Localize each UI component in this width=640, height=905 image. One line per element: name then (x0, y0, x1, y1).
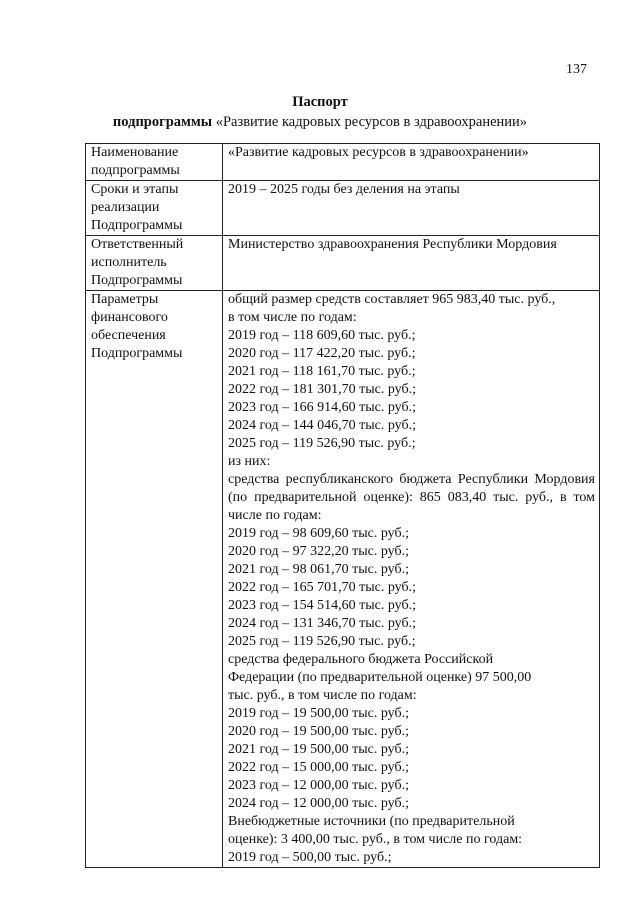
value-line: Министерство здравоохранения Республики Мордовия (228, 237, 557, 252)
value-line: тыс. руб., в том числе по годам: (228, 688, 417, 703)
value-line: 2019 год – 500,00 тыс. руб.; (228, 850, 392, 865)
label-line: подпрограммы (91, 163, 180, 178)
value-line: 2025 год – 119 526,90 тыс. руб.; (228, 634, 416, 649)
label-line: Ответственный (91, 237, 184, 252)
value-line: 2025 год – 119 526,90 тыс. руб.; (228, 436, 416, 451)
table-row-name (86, 144, 600, 181)
page-number: 137 (566, 62, 587, 77)
value-line: оценке): 3 400,00 тыс. руб., в том числе по годам: (228, 832, 523, 847)
label-line: Сроки и этапы (91, 182, 179, 197)
value-line: в том числе по годам: (228, 310, 357, 325)
row-value (223, 291, 600, 868)
value-line: 2019 год – 118 609,60 тыс. руб.; (228, 328, 416, 343)
value-line: 2019 – 2025 годы без деления на этапы (228, 182, 460, 197)
label-line: Параметры (91, 292, 159, 307)
table-row-executor (86, 236, 600, 291)
label-line: Наименование (91, 145, 179, 160)
document-subtitle (0, 114, 640, 131)
value-line: 2020 год – 19 500,00 тыс. руб.; (228, 724, 409, 739)
value-line: Внебюджетные источники (по предварительной (228, 814, 515, 829)
value-line: 2024 год – 144 046,70 тыс. руб.; (228, 418, 416, 433)
value-line: 2021 год – 118 161,70 тыс. руб.; (228, 364, 416, 379)
table-row-terms (86, 181, 600, 236)
value-line: 2022 год – 15 000,00 тыс. руб.; (228, 760, 409, 775)
value-line: 2024 год – 12 000,00 тыс. руб.; (228, 796, 409, 811)
table-row-financing (86, 291, 600, 868)
value-line: 2024 год – 131 346,70 тыс. руб.; (228, 616, 416, 631)
value-line: общий размер средств составляет 965 983,40 тыс. руб., (228, 292, 556, 307)
label-line: Подпрограммы (91, 346, 183, 361)
value-line: «Развитие кадровых ресурсов в здравоохранении» (228, 145, 529, 160)
value-line: 2020 год – 97 322,20 тыс. руб.; (228, 544, 409, 559)
label-line: финансового (91, 310, 168, 325)
value-line: 2021 год – 98 061,70 тыс. руб.; (228, 562, 409, 577)
row-label (86, 236, 223, 291)
value-line: 2023 год – 166 914,60 тыс. руб.; (228, 400, 416, 415)
value-line: средства федерального бюджета Российской (228, 652, 494, 667)
value-line: 2021 год – 19 500,00 тыс. руб.; (228, 742, 409, 757)
label-line: исполнитель (91, 255, 167, 270)
passport-table (85, 143, 600, 868)
value-line: Федерации (по предварительной оценке) 97 500,00 (228, 670, 532, 685)
subtitle-bold: подпрограммы (112, 114, 213, 130)
row-value (223, 236, 600, 291)
value-line: из них: (228, 454, 271, 469)
document-title: Паспорт (292, 94, 348, 110)
value-line: 2022 год – 165 701,70 тыс. руб.; (228, 580, 416, 595)
label-line: Подпрограммы (91, 218, 183, 233)
value-line: 2023 год – 12 000,00 тыс. руб.; (228, 778, 409, 793)
value-line: 2019 год – 98 609,60 тыс. руб.; (228, 526, 409, 541)
row-value (223, 181, 600, 236)
label-line: обеспечения (91, 328, 166, 343)
value-line: 2023 год – 154 514,60 тыс. руб.; (228, 598, 416, 613)
value-line: 2019 год – 19 500,00 тыс. руб.; (228, 706, 409, 721)
row-label (86, 144, 223, 181)
label-line: реализации (91, 200, 160, 215)
value-line: 2022 год – 181 301,70 тыс. руб.; (228, 382, 416, 397)
row-label (86, 181, 223, 236)
label-line: Подпрограммы (91, 273, 183, 288)
value-paragraph: средства республиканского бюджета Республики Мордовия (по предварительной оценке): 865 083,40 тыс. руб., в том числе по годам: (228, 472, 595, 523)
value-line: 2020 год – 117 422,20 тыс. руб.; (228, 346, 416, 361)
subtitle-rest: «Развитие кадровых ресурсов в здравоохранении» (212, 114, 528, 130)
row-label (86, 291, 223, 868)
row-value (223, 144, 600, 181)
